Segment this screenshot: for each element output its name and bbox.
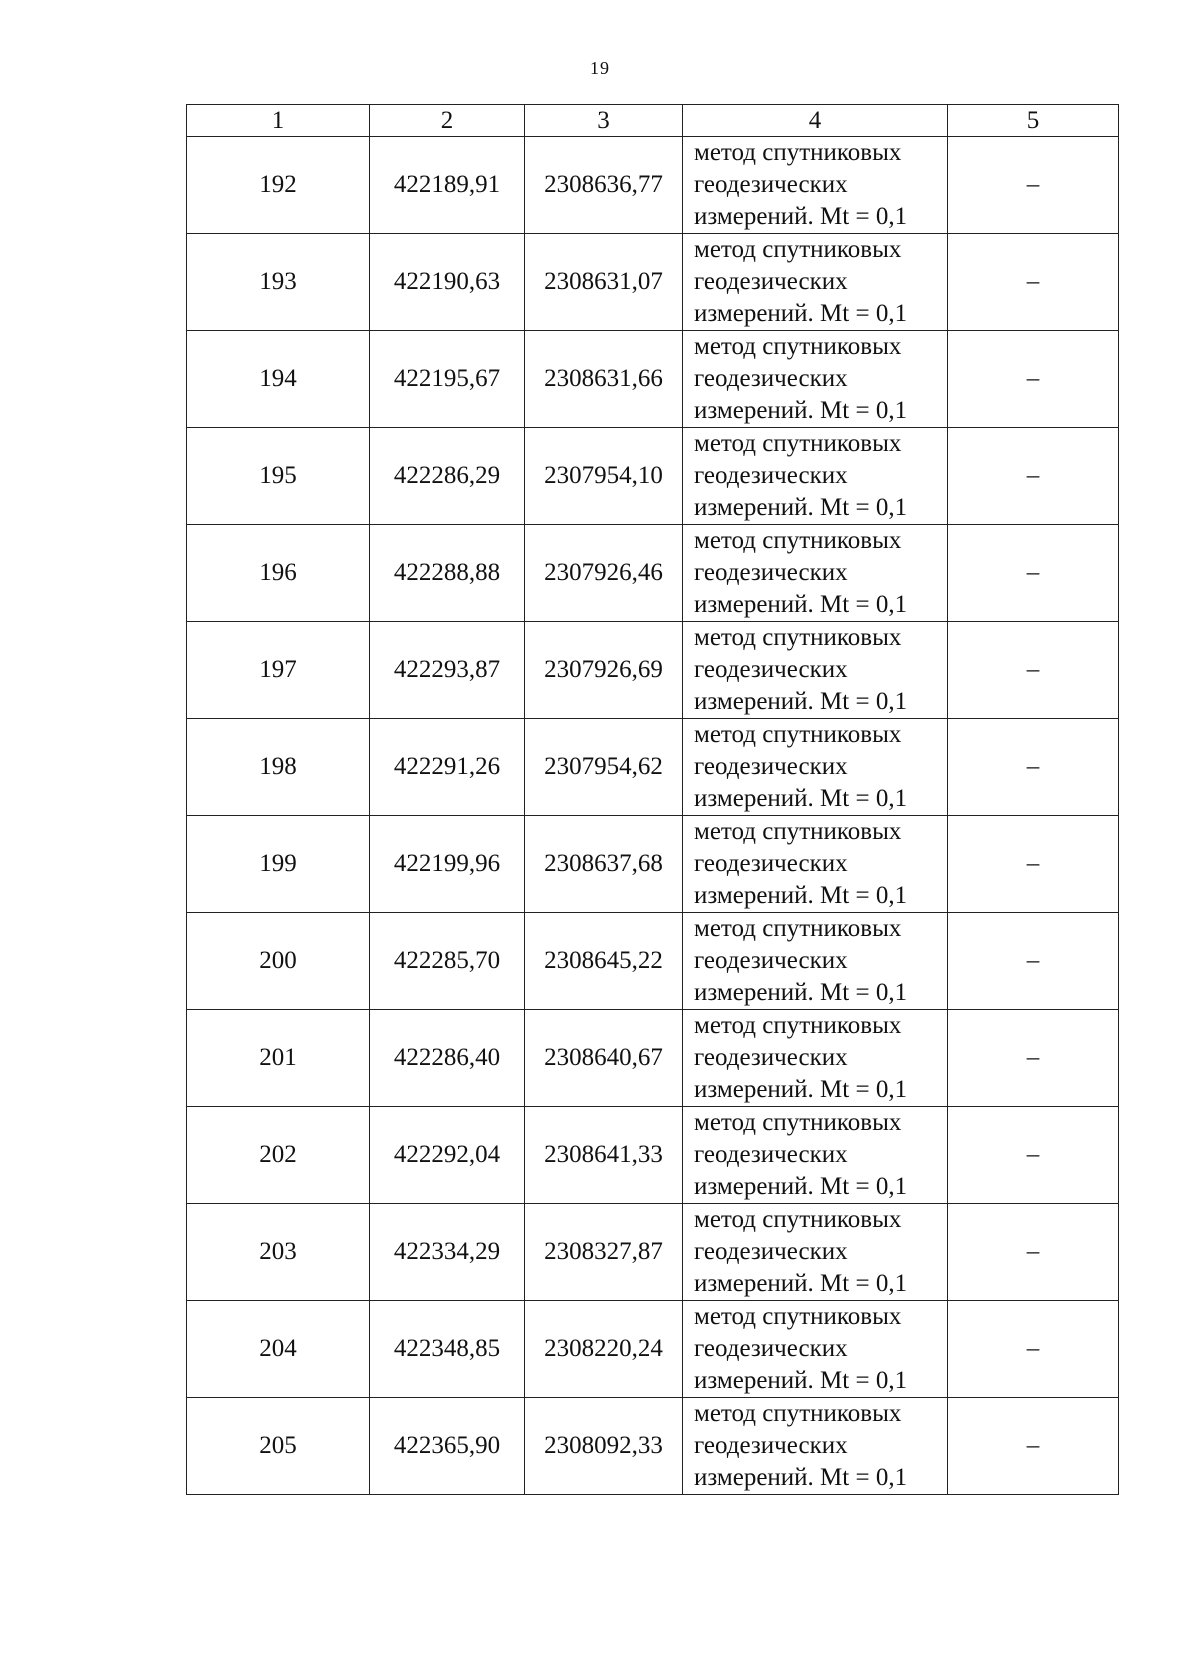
note-cell: –: [948, 816, 1119, 913]
method-text-line: измерений. Mt = 0,1: [694, 397, 908, 424]
note-cell: –: [948, 234, 1119, 331]
method-text-line: измерений. Mt = 0,1: [694, 1076, 908, 1103]
note-cell: –: [948, 428, 1119, 525]
x-coordinate-cell: 422288,88: [370, 525, 525, 622]
method-text-line: измерений. Mt = 0,1: [694, 1464, 908, 1491]
method-text-line: метод спутниковых: [694, 1303, 902, 1330]
x-coordinate-cell: 422189,91: [370, 137, 525, 234]
method-cell: [683, 1010, 948, 1107]
note-cell: –: [948, 913, 1119, 1010]
x-coordinate-cell: 422365,90: [370, 1398, 525, 1495]
method-text-line: геодезических: [694, 656, 848, 683]
table-row: [187, 1204, 1119, 1301]
method-text-line: метод спутниковых: [694, 1012, 902, 1039]
method-text-line: метод спутниковых: [694, 1109, 902, 1136]
x-coordinate-cell: 422195,67: [370, 331, 525, 428]
note-cell: –: [948, 137, 1119, 234]
table-row: [187, 525, 1119, 622]
page-number: 19: [590, 58, 610, 78]
method-cell: [683, 525, 948, 622]
x-coordinate-cell: 422348,85: [370, 1301, 525, 1398]
column-header-1: 1: [187, 105, 370, 137]
method-text-line: геодезических: [694, 1141, 848, 1168]
method-cell: [683, 1301, 948, 1398]
note-cell: –: [948, 525, 1119, 622]
method-text-line: геодезических: [694, 1044, 848, 1071]
method-text-line: метод спутниковых: [694, 915, 902, 942]
table-row: [187, 1010, 1119, 1107]
method-cell: [683, 1107, 948, 1204]
point-number-cell: 195: [187, 428, 370, 525]
y-coordinate-cell: 2307926,69: [525, 622, 683, 719]
table-body: [187, 137, 1119, 1495]
method-text-line: метод спутниковых: [694, 139, 902, 166]
y-coordinate-cell: 2308645,22: [525, 913, 683, 1010]
y-coordinate-cell: 2308640,67: [525, 1010, 683, 1107]
point-number-cell: 196: [187, 525, 370, 622]
table-row: [187, 816, 1119, 913]
x-coordinate-cell: 422285,70: [370, 913, 525, 1010]
method-text-line: метод спутниковых: [694, 721, 902, 748]
method-text-line: измерений. Mt = 0,1: [694, 203, 908, 230]
method-text-line: измерений. Mt = 0,1: [694, 1173, 908, 1200]
point-number-cell: 202: [187, 1107, 370, 1204]
method-cell: [683, 1204, 948, 1301]
table-row: [187, 719, 1119, 816]
x-coordinate-cell: 422286,40: [370, 1010, 525, 1107]
column-header-4: 4: [683, 105, 948, 137]
y-coordinate-cell: 2308631,07: [525, 234, 683, 331]
method-text-line: метод спутниковых: [694, 527, 902, 554]
note-cell: –: [948, 1301, 1119, 1398]
x-coordinate-cell: 422190,63: [370, 234, 525, 331]
y-coordinate-cell: 2308631,66: [525, 331, 683, 428]
method-text-line: измерений. Mt = 0,1: [694, 300, 908, 327]
method-cell: [683, 622, 948, 719]
x-coordinate-cell: 422291,26: [370, 719, 525, 816]
method-text-line: метод спутниковых: [694, 1206, 902, 1233]
column-header-2: 2: [370, 105, 525, 137]
y-coordinate-cell: 2308641,33: [525, 1107, 683, 1204]
method-text-line: геодезических: [694, 850, 848, 877]
column-header-3: 3: [525, 105, 683, 137]
method-text-line: геодезических: [694, 1432, 848, 1459]
method-text-line: измерений. Mt = 0,1: [694, 882, 908, 909]
method-cell: [683, 428, 948, 525]
y-coordinate-cell: 2308637,68: [525, 816, 683, 913]
note-cell: –: [948, 1010, 1119, 1107]
note-cell: –: [948, 719, 1119, 816]
y-coordinate-cell: 2308327,87: [525, 1204, 683, 1301]
method-text-line: измерений. Mt = 0,1: [694, 494, 908, 521]
y-coordinate-cell: 2308636,77: [525, 137, 683, 234]
y-coordinate-cell: 2308220,24: [525, 1301, 683, 1398]
table-row: [187, 1107, 1119, 1204]
method-text-line: геодезических: [694, 268, 848, 295]
y-coordinate-cell: 2307954,62: [525, 719, 683, 816]
method-text-line: измерений. Mt = 0,1: [694, 1270, 908, 1297]
note-cell: –: [948, 331, 1119, 428]
table-header: [187, 105, 1119, 137]
table-row: [187, 1301, 1119, 1398]
method-cell: [683, 331, 948, 428]
point-number-cell: 205: [187, 1398, 370, 1495]
method-cell: [683, 913, 948, 1010]
point-number-cell: 192: [187, 137, 370, 234]
x-coordinate-cell: 422286,29: [370, 428, 525, 525]
table-row: [187, 331, 1119, 428]
method-text-line: геодезических: [694, 1335, 848, 1362]
table-row: [187, 137, 1119, 234]
point-number-cell: 203: [187, 1204, 370, 1301]
method-cell: [683, 816, 948, 913]
point-number-cell: 201: [187, 1010, 370, 1107]
y-coordinate-cell: 2307926,46: [525, 525, 683, 622]
point-number-cell: 193: [187, 234, 370, 331]
x-coordinate-cell: 422199,96: [370, 816, 525, 913]
method-text-line: метод спутниковых: [694, 818, 902, 845]
note-cell: –: [948, 622, 1119, 719]
point-number-cell: 200: [187, 913, 370, 1010]
column-header-5: 5: [948, 105, 1119, 137]
point-number-cell: 199: [187, 816, 370, 913]
method-text-line: измерений. Mt = 0,1: [694, 979, 908, 1006]
table-row: [187, 1398, 1119, 1495]
method-text-line: геодезических: [694, 462, 848, 489]
method-text-line: метод спутниковых: [694, 1400, 902, 1427]
x-coordinate-cell: 422292,04: [370, 1107, 525, 1204]
method-text-line: измерений. Mt = 0,1: [694, 591, 908, 618]
table-row: [187, 913, 1119, 1010]
header-row: [187, 105, 1119, 137]
point-number-cell: 194: [187, 331, 370, 428]
point-number-cell: 204: [187, 1301, 370, 1398]
method-text-line: геодезических: [694, 947, 848, 974]
method-cell: [683, 719, 948, 816]
x-coordinate-cell: 422334,29: [370, 1204, 525, 1301]
method-text-line: метод спутниковых: [694, 624, 902, 651]
method-text-line: геодезических: [694, 171, 848, 198]
method-text-line: геодезических: [694, 1238, 848, 1265]
method-text-line: измерений. Mt = 0,1: [694, 1367, 908, 1394]
method-cell: [683, 234, 948, 331]
point-number-cell: 198: [187, 719, 370, 816]
table-row: [187, 622, 1119, 719]
method-text-line: геодезических: [694, 365, 848, 392]
x-coordinate-cell: 422293,87: [370, 622, 525, 719]
y-coordinate-cell: 2307954,10: [525, 428, 683, 525]
note-cell: –: [948, 1398, 1119, 1495]
coordinates-table: [186, 104, 1119, 1495]
method-text-line: метод спутниковых: [694, 236, 902, 263]
method-text-line: измерений. Mt = 0,1: [694, 688, 908, 715]
method-text-line: геодезических: [694, 753, 848, 780]
method-text-line: измерений. Mt = 0,1: [694, 785, 908, 812]
y-coordinate-cell: 2308092,33: [525, 1398, 683, 1495]
method-text-line: метод спутниковых: [694, 333, 902, 360]
method-text-line: геодезических: [694, 559, 848, 586]
method-cell: [683, 1398, 948, 1495]
method-text-line: метод спутниковых: [694, 430, 902, 457]
method-cell: [683, 137, 948, 234]
table-row: [187, 234, 1119, 331]
table-row: [187, 428, 1119, 525]
point-number-cell: 197: [187, 622, 370, 719]
note-cell: –: [948, 1204, 1119, 1301]
note-cell: –: [948, 1107, 1119, 1204]
